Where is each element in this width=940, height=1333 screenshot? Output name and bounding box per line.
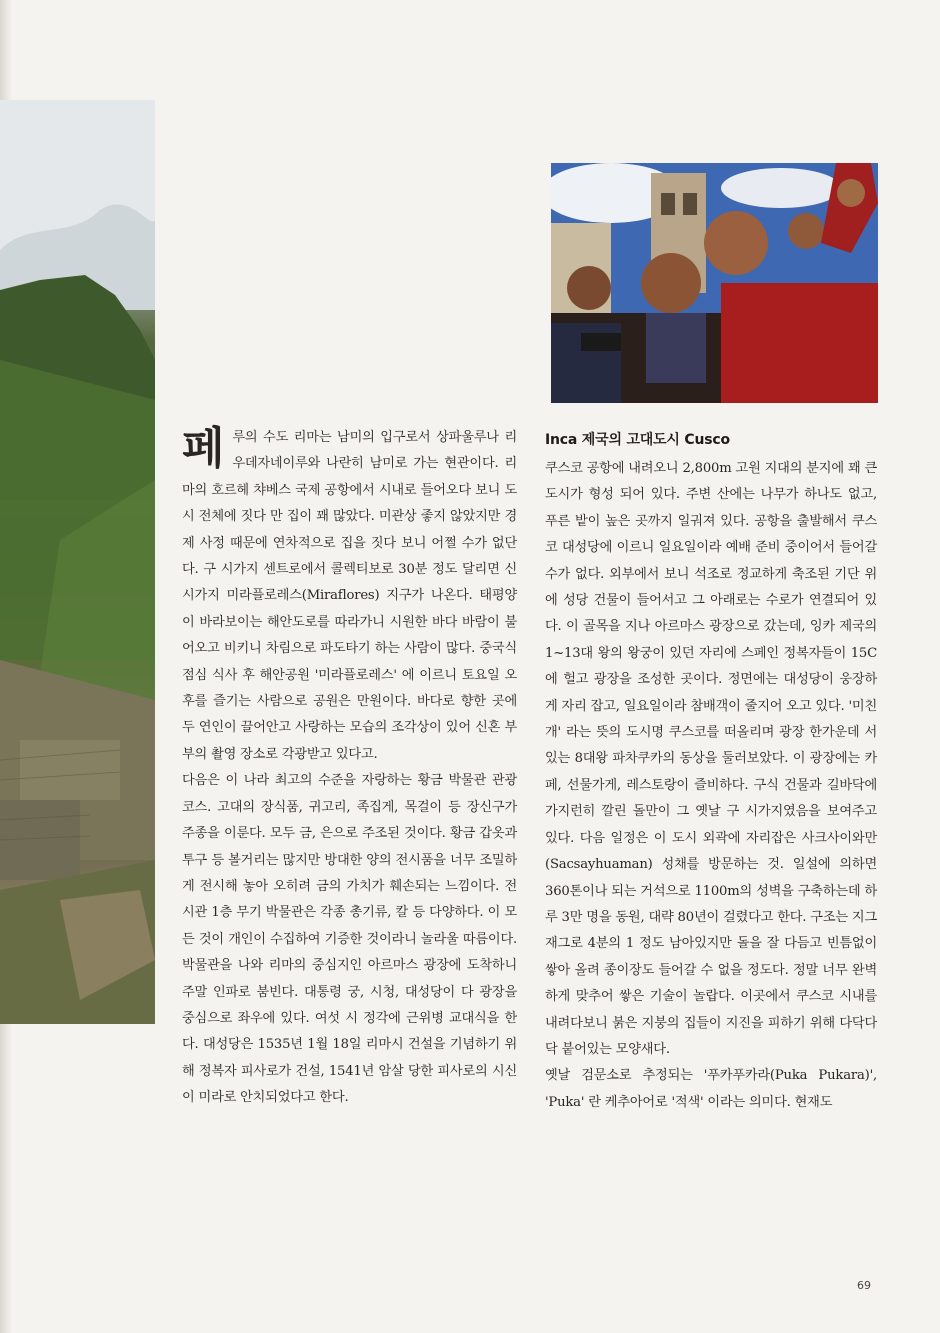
machu-picchu-photo (0, 100, 155, 1024)
right-paragraph-1: 쿠스코 공항에 내려오니 2,800m 고원 지대의 분지에 꽤 큰 도시가 형성 되어 있다. 주변 산에는 나무가 하나도 없고, 푸른 밭이 높은 곳까지 일궈져 있다. 공항을 출발해서 쿠스코 대성당에 이르니 일요일이라 예배 준비 중이어서 들어갈 수가 없다. 외부에서 보니 석조로 정교하게 축조된 기단 위에 성당 건물이 들어서고 그 아래로는 수로가 연결되어 있다. 이 골목을 지나 아르마스 광장으로 갔는데, 잉카 제국의 1~13대 왕의 왕궁이 있던 자리에 스페인 정복자들이 15C에 헐고 광장을 조성한 곳이다. 정면에는 대성당이 웅장하게 자리 잡고, 일요일이라 참배객이 줄지어 오고 있다. '미친 개' 라는 뜻의 도시명 쿠스코를 떠올리며 광장 한가운데 서있는 8대왕 파차쿠카의 동상을 둘러보았다. 이 광장에는 카페, 선물가게, 레스토랑이 즐비하다. 구식 건물과 길바닥에 가지런히 깔린 돌만이 그 옛날 구 시가지였음을 보여주고 있다. 다음 일정은 이 도시 외곽에 자리잡은 사크사이와만(Sacsayhuaman) 성채를 방문하는 것. 일설에 의하면 360톤이나 되는 거석으로 1100m의 성벽을 구축하는데 하루 3만 명을 동원, 대략 80년이 걸렸다고 한다. 구조는 지그재그로 4분의 1 정도 남아있지만 돌을 잘 다듬고 빈틈없이 쌓아 올려 종이장도 들어갈 수 없을 정도다. 정말 너무 완벽하게 맞추어 쌓은 기술이 놀랍다. 이곳에서 쿠스코 시내를 내려다보니 붉은 지붕의 집들이 지진을 피하기 위해 다닥다닥 붙어있는 모양새다. (545, 461, 877, 1057)
dropcap: 페 (182, 423, 225, 474)
right-paragraph-2: 옛날 검문소로 추정되는 '푸카푸카라(Puka Pukara)', 'Puka' 란 케추아어로 '적색' 이라는 의미다. 현재도 (545, 1068, 877, 1110)
right-text-column (545, 428, 877, 1116)
section-heading: Inca 제국의 고대도시 Cusco (545, 432, 730, 448)
left-paragraph-1-text: 루의 수도 리마는 남미의 입구로서 상파울루나 리우데자네이루와 나란히 남미로 가는 현관이다. 리마의 호르헤 챠베스 국제 공항에서 시내로 들어오다 보니 도시 전체에 짓다 만 집이 꽤 많았다. 미관상 좋지 않았지만 경제 사정 때문에 연차적으로 집을 짓다 보니 어쩔 수가 없단다. 구 시가지 센트로에서 콜렉티보로 30분 정도 달리면 신시가지 미라플로레스(Miraflores) 지구가 나온다. 태평양이 바라보이는 해안도로를 따라가니 시원한 바다 바람이 불어오고 비키니 차림으로 파도타기 하는 사람이 많다. 중국식 점심 식사 후 해안공원 '미라플로레스' 에 이르니 토요일 오후를 즐기는 사람으로 공원은 만원이다. 바다로 향한 곳에 두 연인이 끌어안고 사랑하는 모습의 조각상이 있어 신혼 부부의 촬영 장소로 각광받고 있다고. (182, 430, 517, 762)
left-text-column (182, 425, 517, 1112)
left-paragraph-1 (182, 425, 517, 768)
page-number: 69 (857, 1279, 871, 1292)
bleed-through-text (0, 1135, 180, 1175)
left-paragraph-2: 다음은 이 나라 최고의 수준을 자랑하는 황금 박물관 관광 코스. 고대의 장식품, 귀고리, 족집게, 목걸이 등 장신구가 주종을 이룬다. 모두 금, 은으로 주조된 것이다. 황금 갑옷과 투구 등 볼거리는 많지만 방대한 양의 전시품을 너무 조밀하게 전시해 놓아 오히려 금의 가치가 훼손되는 느낌이다. 전시관 1층 무기 박물관은 각종 총기류, 칼 등 다양하다. 이 모든 것이 개인이 수집하여 기증한 것이라니 놀라울 따름이다. 박물관을 나와 리마의 중심지인 아르마스 광장에 도착하니 주말 인파로 붐빈다. 대통령 궁, 시청, 대성당이 다 광장을 중심으로 좌우에 있다. 여섯 시 정각에 근위병 교대식을 한다. 대성당은 1535년 1월 18일 리마시 건설을 기념하기 위해 정복자 피사로가 건설, 1541년 암살 당한 피사로의 시신이 미라로 안치되었다고 한다. (182, 773, 517, 1106)
cusco-children-photo (551, 163, 878, 403)
